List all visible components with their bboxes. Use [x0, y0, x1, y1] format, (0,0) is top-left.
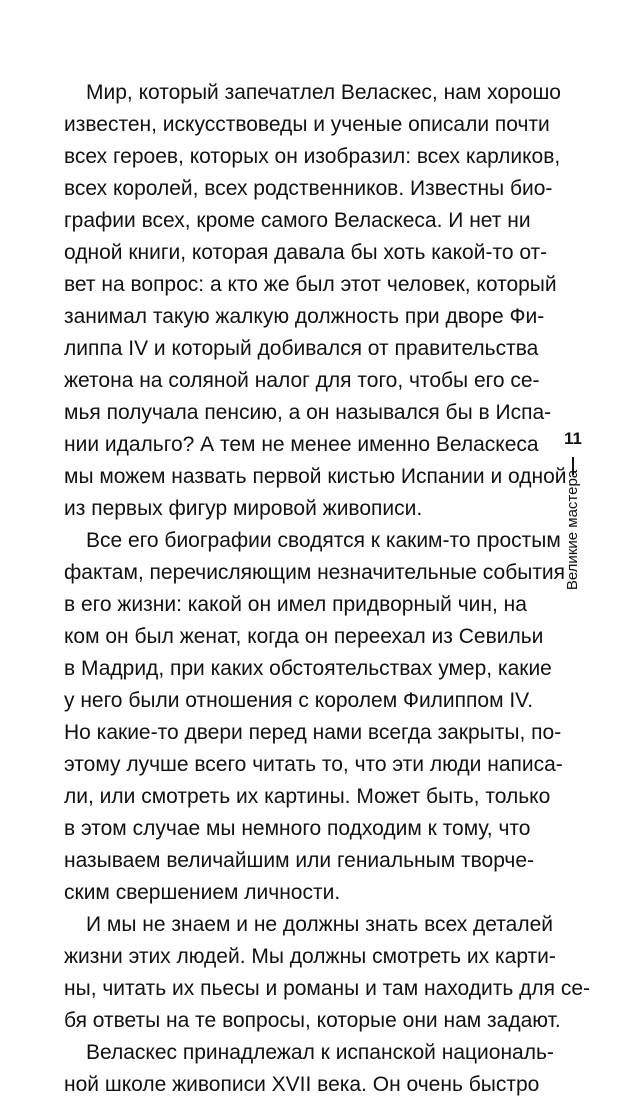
text-line: одной книги, которая давала бы хоть какой-то от-	[64, 241, 548, 264]
text-line: мы можем назвать первой кистью Испании и одной	[64, 465, 567, 488]
paragraph-1	[64, 77, 567, 525]
text-line: ной школе живописи XVII века. Он очень быстро	[64, 1073, 540, 1096]
text-line: Но какие-то двери перед нами всегда закрыты, по-	[64, 721, 562, 744]
text-line: всех королей, всех родственников. Известны био-	[64, 177, 553, 200]
text-line: этому лучше всего читать то, что эти люди написа-	[64, 753, 563, 776]
text-line: вет на вопрос: а кто же был этот человек, который	[64, 273, 557, 296]
text-line: мья получала пенсию, а он назывался бы в Испа-	[64, 401, 552, 424]
text-line: Веласкес принадлежал к испанской националь-	[86, 1041, 554, 1064]
text-line: жетона на соляной налог для того, чтобы его се-	[64, 369, 540, 392]
running-head: Великие мастера	[564, 469, 581, 591]
text-line: ли, или смотреть их картины. Может быть, только	[64, 785, 551, 808]
text-line: ком он был женат, когда он переехал из Севильи	[64, 625, 544, 648]
text-line: жизни этих людей. Мы должны смотреть их карти-	[64, 945, 556, 968]
paragraph-3	[64, 909, 590, 1037]
text-line: в его жизни: какой он имел придворный чин, на	[64, 593, 527, 616]
text-line: всех героев, которых он изобразил: всех карликов,	[64, 145, 561, 168]
text-line: в Мадрид, при каких обстоятельствах умер, какие	[64, 657, 552, 680]
text-line: в этом случае мы немного подходим к тому, что	[64, 817, 531, 840]
text-line: И мы не знаем и не должны знать всех деталей	[86, 913, 554, 936]
text-line: ским свершением личности.	[64, 881, 341, 904]
text-line: Мир, который запечатлел Веласкес, нам хорошо	[86, 81, 561, 104]
paragraph-4	[64, 1037, 554, 1101]
text-line: бя ответы на те вопросы, которые они нам задают.	[64, 1009, 561, 1032]
paragraph-2	[64, 525, 566, 909]
text-line: фактам, перечисляющим незначительные события	[64, 561, 566, 584]
text-line: из первых фигур мировой живописи.	[64, 497, 423, 520]
text-line: ны, читать их пьесы и романы и там находить для се-	[64, 977, 590, 1000]
text-line: называем величайшим или гениальным творче-	[64, 849, 535, 872]
page-number: 11	[564, 429, 582, 448]
text-line: занимал такую жалкую должность при дворе Фи-	[64, 305, 545, 328]
text-line: нии идальго? А тем не менее именно Веласкеса	[64, 433, 539, 456]
text-line: Все его биографии сводятся к каким-то простым	[86, 529, 561, 552]
text-line: у него были отношения с королем Филиппом IV.	[64, 689, 534, 712]
text-line: известен, искусствоведы и ученые описали почти	[64, 113, 550, 136]
text-line: липпа IV и который добивался от правительства	[64, 337, 539, 360]
text-line: графии всех, кроме самого Веласкеса. И нет ни	[64, 209, 531, 232]
